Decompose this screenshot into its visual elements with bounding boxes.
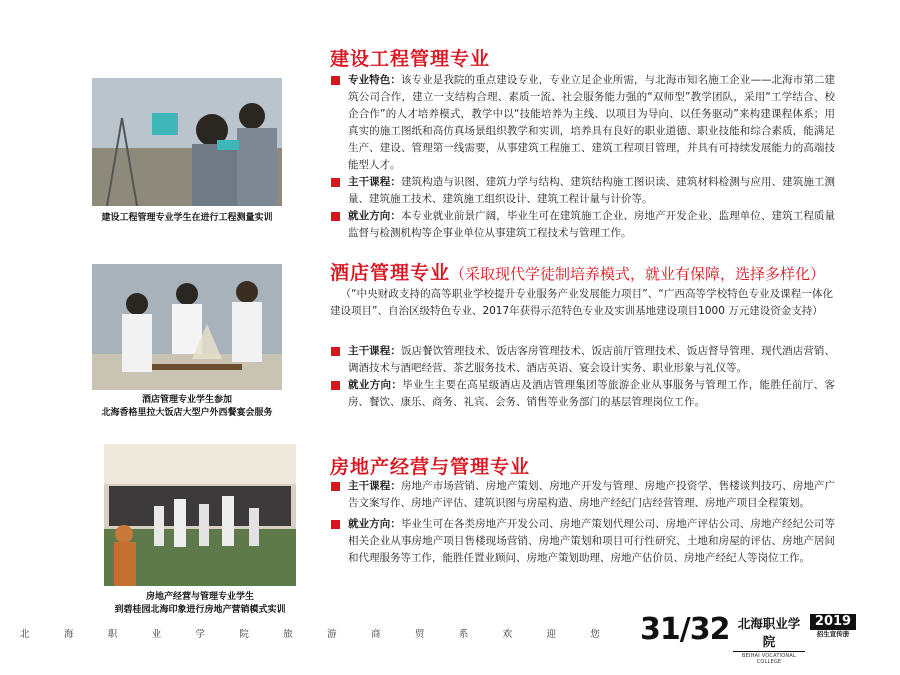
footer-char: 贸: [414, 629, 425, 640]
photo-hotel-banquet: [92, 264, 282, 390]
title-main: 酒店管理专业: [330, 262, 451, 284]
footer-char: 院: [239, 629, 249, 640]
caption-line: 酒店管理专业学生参加: [141, 395, 232, 405]
bullet-square-icon: [331, 381, 340, 390]
bullet-square-icon: [331, 212, 340, 221]
footer-char: 系: [458, 629, 469, 640]
footer-char: 职: [107, 629, 118, 640]
brochure-year-badge: [810, 614, 856, 639]
caption-line: 房地产经营与管理专业学生: [145, 592, 254, 602]
year: 2019: [810, 614, 856, 630]
bullet-square-icon: [331, 178, 340, 187]
bullet-square-icon: [331, 76, 340, 85]
hotel-bullets: [330, 343, 835, 411]
footer-char: 北: [20, 629, 30, 640]
title-sub: （采取现代学徒制培养模式，就业有保障，选择多样化）: [450, 265, 826, 283]
construction-bullets: [330, 72, 835, 242]
bullet-square-icon: [331, 347, 340, 356]
section-title-construction: 建设工程管理专业: [330, 48, 491, 70]
year-text: 招生宣传册: [816, 630, 850, 638]
bullet-square-icon: [331, 482, 340, 491]
photo-caption: [92, 591, 308, 617]
banquet-photo-illustration: [92, 264, 282, 390]
caption-line: 到碧桂园北海印象进行房地产营销模式实训: [114, 605, 286, 615]
photo-caption: 建设工程管理专业学生在进行工程测量实训: [101, 213, 273, 223]
bullet-courses: 主干课程：房地产市场营销、房地产策划、房地产开发与管理、房地产投资学、售楼谈判技巧、房地产广告文案写作、房地产评估、建筑识图与房屋构造、房地产经纪门店经营管理、房地产项目全程策划。: [330, 478, 835, 512]
footer-char: 游: [327, 629, 337, 640]
page-numbers: 31/32: [640, 612, 730, 647]
section-title-real-estate: 房地产经营与管理专业: [330, 456, 531, 478]
footer-char: 迎: [546, 629, 557, 640]
footer-char: 业: [151, 629, 162, 640]
college-logo: [733, 614, 805, 665]
footer-char: 您: [590, 629, 600, 640]
bullet-feature: 专业特色：该专业是我院的重点建设专业，专业立足企业所需，与北海市知名施工企业——北海市第二建筑公司合作，建立一支结构合理、素质一流、社会服务能力强的“双师型”教学团队，采用“工学结合、校企合作”的人才培养模式，教学中以“技能培养为主线、以项目为导向、以任务驱动”来构建课程体系；用真实的施工图纸和高仿真场景组织教学和实训，培养具有良好的职业道德、职业技能和综合素质，能满足生产、建设、管理第一线需要，从事建筑工程施工、建筑工程项目管理，并具有可持续发展能力的高端技能型人才。: [330, 72, 835, 174]
college-name-en: BEIHAI VOCATIONAL COLLEGE: [733, 651, 805, 665]
college-name-cn: 北海职业学院: [737, 616, 801, 649]
hotel-funding-note: （“中央财政支持的高等职业学校提升专业服务产业发展能力项目”、“广西高等学校特色专业及课程一体化建设项目”、自治区级特色专业、2017年获得示范特色专业及实训基地建设项目1000 万元建设资金支持）: [330, 288, 833, 317]
bullet-employment: 就业方向：毕业生主要在高星级酒店及酒店管理集团等旅游企业从事服务与管理工作，能胜任前厅、客房、餐饮、康乐、商务、礼宾、会务、销售等业务部门的基层管理岗位工作。: [330, 377, 835, 411]
footer-char: 旅: [283, 629, 293, 640]
photo-surveying-training: [92, 78, 282, 206]
bullet-courses: 主干课程：饭店餐饮管理技术、饭店客房管理技术、饭店前厅管理技术、饭店督导管理、现代酒店营销、调酒技术与酒吧经营、茶艺服务技术、酒店英语、宴会设计实务、职业形象与礼仪等。: [330, 343, 835, 377]
bullet-courses: 主干课程：建筑构造与识图、建筑力学与结构、建筑结构施工图识读、建筑材料检测与应用、建筑施工测量、建筑施工技术、建筑施工组织设计、建筑工程计量与计价等。: [330, 174, 835, 208]
real-estate-bullets: [330, 478, 835, 567]
photo-real-estate-training: [104, 444, 296, 586]
footer-char: 海: [63, 629, 74, 640]
bullet-employment: 就业方向：毕业生可在各类房地产开发公司、房地产策划代理公司、房地产评估公司、房地产经纪公司等相关企业从事房地产项目售楼现场营销、房地产策划和项目可行性研究、土地和房屋的评估、房地产居间和代理服务等工作，能胜任置业顾问、房地产策划助理、房地产估价员、房地产经纪人等岗位工作。: [330, 516, 835, 567]
section-title-hotel: [330, 258, 825, 285]
photo-caption: [92, 394, 282, 420]
bullet-employment: 就业方向：本专业就业前景广阔，毕业生可在建筑施工企业、房地产开发企业、监理单位、建筑工程质量监督与检测机构等企事业单位从事建筑工程技术与管理工作。: [330, 208, 835, 242]
bullet-square-icon: [331, 520, 340, 529]
footer-slogan: [20, 626, 600, 640]
real-estate-photo-illustration: [104, 444, 296, 586]
footer-char: 欢: [502, 629, 513, 640]
caption-line: 北海香格里拉大饭店大型户外西餐宴会服务: [101, 408, 273, 418]
surveying-photo-illustration: [92, 78, 282, 206]
footer-char: 商: [371, 629, 381, 640]
footer-char: 学: [195, 629, 206, 640]
